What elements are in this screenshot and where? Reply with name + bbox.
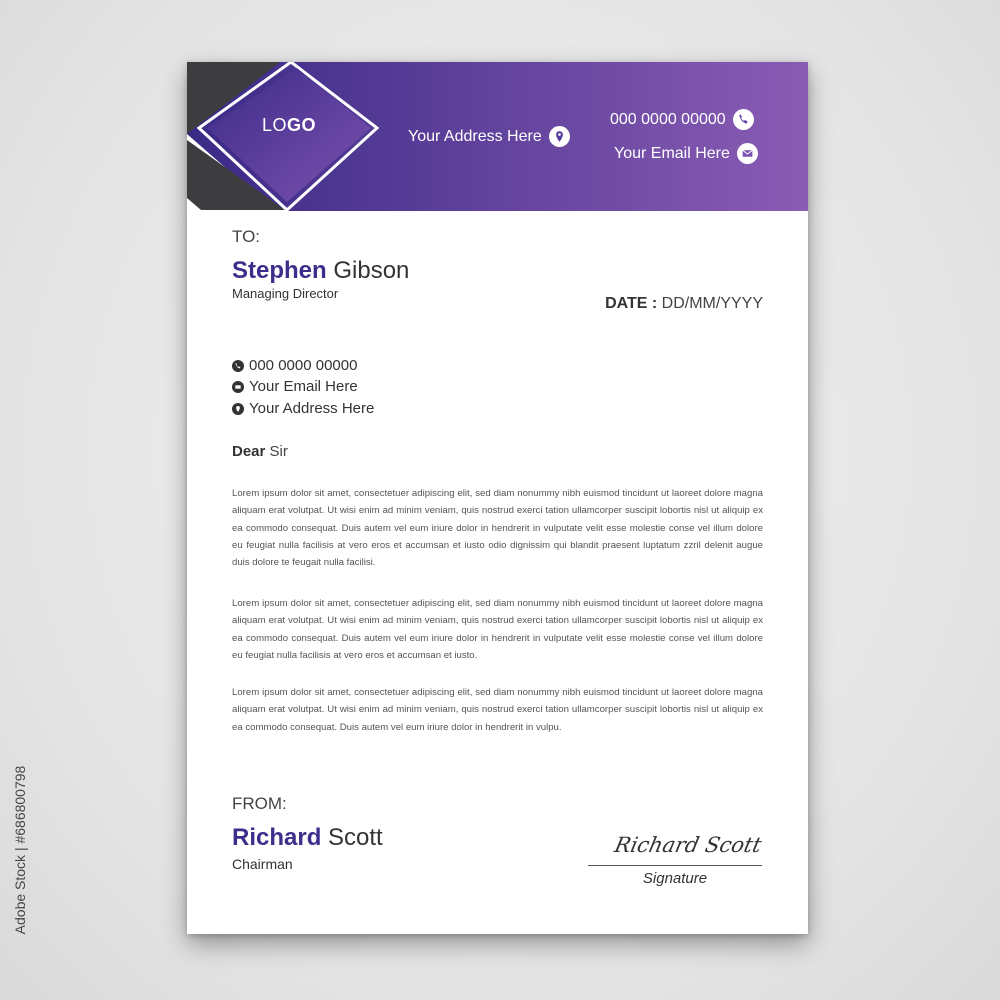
to-label: TO:	[232, 227, 261, 246]
body-paragraph-3: Lorem ipsum dolor sit amet, consectetuer adipiscing elit, sed diam nonummy nibh euismod tincidunt ut laoreet dolore magna aliquam erat volutpat. Ut wisi enim ad minim veniam, quis nostrud exerci tation ullamcorper suscipit lobortis nisl ut aliquip ex ea commodo consequat. Duis autem vel eum iriure dolor in hendrerit in vulpu.	[232, 687, 763, 733]
recipient-phone-text: 000 0000 00000	[249, 357, 358, 374]
body-paragraph-2: Lorem ipsum dolor sit amet, consectetuer adipiscing elit, sed diam nonummy nibh euismod tincidunt ut laoreet dolore magna aliquam erat volutpat. Ut wisi enim ad minim veniam, quis nostrud exerci tation ullamcorper suscipit lobortis nisl ut aliquip ex ea commodo consequat. Duis autem vel eum iriure dolor in hendrerit in vulputate velit esse molestie conse vel illum dolore eu feugiat nulla facilisis at vero eros et accumsan et iusto.	[232, 598, 763, 661]
stock-id-text	[10, 755, 30, 945]
email-icon	[737, 143, 758, 164]
recipient-name	[232, 257, 409, 285]
recipient-last-name: Gibson	[333, 257, 410, 284]
greeting-rest: Sir	[269, 443, 288, 460]
recipient-title: Managing Director	[232, 286, 339, 301]
recipient-address	[232, 400, 374, 417]
date-value: DD/MM/YYYY	[661, 295, 763, 312]
sender-name	[232, 824, 383, 852]
header-phone	[610, 109, 754, 130]
email-icon	[232, 381, 244, 393]
from-label: FROM:	[232, 794, 287, 813]
recipient-email-text: Your Email Here	[249, 378, 358, 395]
header-phone-text: 000 0000 00000	[610, 110, 726, 128]
recipient-email	[232, 378, 358, 395]
date-label: DATE :	[605, 295, 658, 312]
sender-last-name: Scott	[328, 824, 383, 851]
logo-text-go: GO	[287, 115, 317, 135]
date-line	[605, 295, 763, 313]
recipient-phone	[232, 357, 357, 374]
header-email-text: Your Email Here	[614, 144, 730, 162]
sender-title: Chairman	[232, 856, 293, 872]
recipient-first-name: Stephen	[232, 257, 327, 284]
phone-icon	[733, 109, 754, 130]
letterhead-page	[187, 62, 808, 934]
header-email	[614, 143, 758, 164]
stock-id-label: Adobe Stock | #686800798	[12, 765, 28, 935]
header-address	[408, 126, 570, 147]
phone-icon	[232, 360, 244, 372]
greeting-bold: Dear	[232, 443, 266, 460]
signature-script: Richard Scott	[612, 833, 764, 857]
logo-text	[262, 115, 342, 136]
location-pin-icon	[549, 126, 570, 147]
signature-label: Signature	[642, 870, 708, 887]
recipient-address-text: Your Address Here	[249, 400, 375, 417]
logo-text-lo: LO	[262, 115, 288, 135]
location-pin-icon	[232, 403, 244, 415]
greeting	[232, 443, 288, 460]
body-paragraph-1: Lorem ipsum dolor sit amet, consectetuer adipiscing elit, sed diam nonummy nibh euismod tincidunt ut laoreet dolore magna aliquam erat volutpat. Ut wisi enim ad minim veniam, quis nostrud exerci tation ullamcorper suscipit lobortis nisl ut aliquip ex ea commodo consequat. Duis autem vel eum iriure dolor in hendrerit in vulputate velit esse molestie conse vel illum dolore eu feugiat nulla facilisis at vero eros et accumsan et iusto odio dignissim qui blandit praesent luptatum zzril delenit augue duis dolore te feugait nulla facilisi.	[232, 488, 763, 569]
signature-line	[588, 865, 762, 866]
sender-first-name: Richard	[232, 824, 322, 851]
header-address-text: Your Address Here	[408, 127, 542, 145]
